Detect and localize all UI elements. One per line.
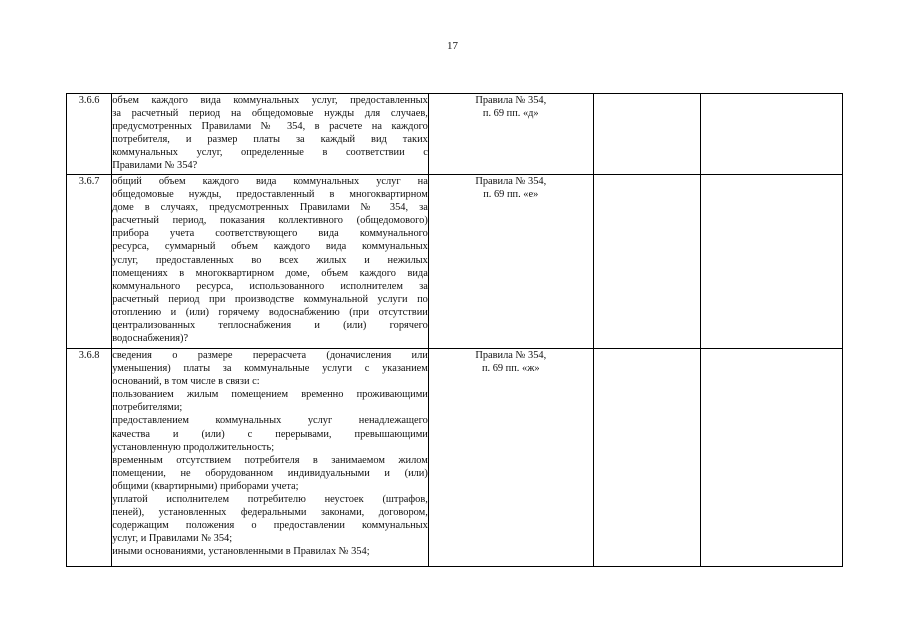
- question-line: расчетный период при производстве коммунальной услуги по: [112, 293, 428, 305]
- answer-cell: [593, 175, 701, 349]
- reference-line: Правила № 354,: [475, 350, 547, 361]
- legal-reference: [428, 175, 593, 349]
- question-line: помещениях в многоквартирном доме, объем каждого вида: [112, 267, 428, 279]
- reference-line: п. 69 пп. «д»: [482, 108, 539, 120]
- question-text: [112, 175, 429, 349]
- question-line: сведения о размере перерасчета (доначисления или: [112, 350, 428, 361]
- question-line: объем каждого вида коммунальных услуг, предоставленных: [112, 95, 428, 106]
- legal-reference: [428, 94, 593, 175]
- question-line: Правилами № 354?: [112, 160, 198, 172]
- question-line: потребителями;: [112, 402, 183, 414]
- question-line: ресурса, суммарный объем каждого вида коммунальных: [112, 241, 428, 253]
- note-cell: [701, 175, 843, 349]
- question-line: установленную продолжительность;: [112, 441, 275, 453]
- question-line: предусмотренных Правилами № 354, в расчете на каждого: [112, 121, 428, 133]
- table-row: [67, 349, 843, 567]
- reference-line: п. 69 пп. «е»: [483, 189, 539, 201]
- reference-line: Правила № 354,: [475, 176, 547, 187]
- table-row: [67, 175, 843, 349]
- question-text: [112, 349, 429, 567]
- reference-line: п. 69 пп. «ж»: [481, 363, 540, 375]
- question-line: централизованных теплоснабжения и (или) горячего: [112, 320, 428, 332]
- item-number: 3.6.8: [67, 349, 112, 567]
- question-line: общий объем каждого вида коммунальных услуг на: [112, 176, 428, 187]
- question-line: доме в случаях, предусмотренных Правилами № 354, за: [112, 202, 428, 214]
- legal-reference: [428, 349, 593, 567]
- item-number: 3.6.7: [67, 175, 112, 349]
- note-cell: [701, 349, 843, 567]
- question-line: водоснабжения)?: [112, 333, 189, 345]
- answer-cell: [593, 349, 701, 567]
- question-line: пользованием жилым помещением временно проживающими: [112, 389, 428, 401]
- question-line: уплатой исполнителем потребителю неустоек (штрафов,: [112, 494, 428, 506]
- question-line: оснований, в том числе в связи с:: [112, 376, 260, 388]
- question-line: общедомовые нужды, предоставленный в многоквартирном: [112, 189, 428, 201]
- question-line: расчетный период, показания коллективного (общедомового): [112, 215, 428, 227]
- question-line: общими (квартирными) приборами учета;: [112, 480, 299, 492]
- page-number: 17: [447, 40, 458, 52]
- question-line: коммунального ресурса, использованного исполнителем за: [112, 280, 428, 292]
- question-line: коммунальных услуг, определенные в соответствии с: [112, 147, 428, 159]
- question-line: за расчетный период на общедомовые нужды для случаев,: [112, 108, 428, 120]
- table-row: [67, 94, 843, 175]
- question-line: пеней), установленных федеральными законами, договором,: [112, 507, 428, 519]
- question-line: временным отсутствием потребителя в занимаемом жилом: [112, 454, 428, 466]
- question-line: отоплению и (или) горячему водоснабжению (при отсутствии: [112, 306, 428, 318]
- requirements-table: [66, 93, 843, 567]
- question-line: уменьшения) платы за коммунальные услуги с указанием: [112, 363, 428, 375]
- reference-line: Правила № 354,: [475, 95, 547, 106]
- item-number: 3.6.6: [67, 94, 112, 175]
- question-line: услуг, и Правилами № 354;: [112, 533, 233, 545]
- question-line: услуг, предоставленных во всех жилых и нежилых: [112, 254, 428, 266]
- note-cell: [701, 94, 843, 175]
- question-line: помещении, не оборудованном индивидуальными и (или): [112, 467, 428, 479]
- question-line: содержащим положения о предоставлении коммунальных: [112, 520, 428, 532]
- question-text: [112, 94, 429, 175]
- question-line: прибора учета соответствующего вида коммунального: [112, 228, 428, 240]
- answer-cell: [593, 94, 701, 175]
- question-line: иными основаниями, установленными в Правилах № 354;: [112, 546, 370, 558]
- question-line: потребителя, и размер платы за каждый вид таких: [112, 134, 428, 146]
- question-line: качества и (или) с перерывами, превышающими: [112, 428, 428, 440]
- question-line: предоставлением коммунальных услуг ненадлежащего: [112, 415, 428, 427]
